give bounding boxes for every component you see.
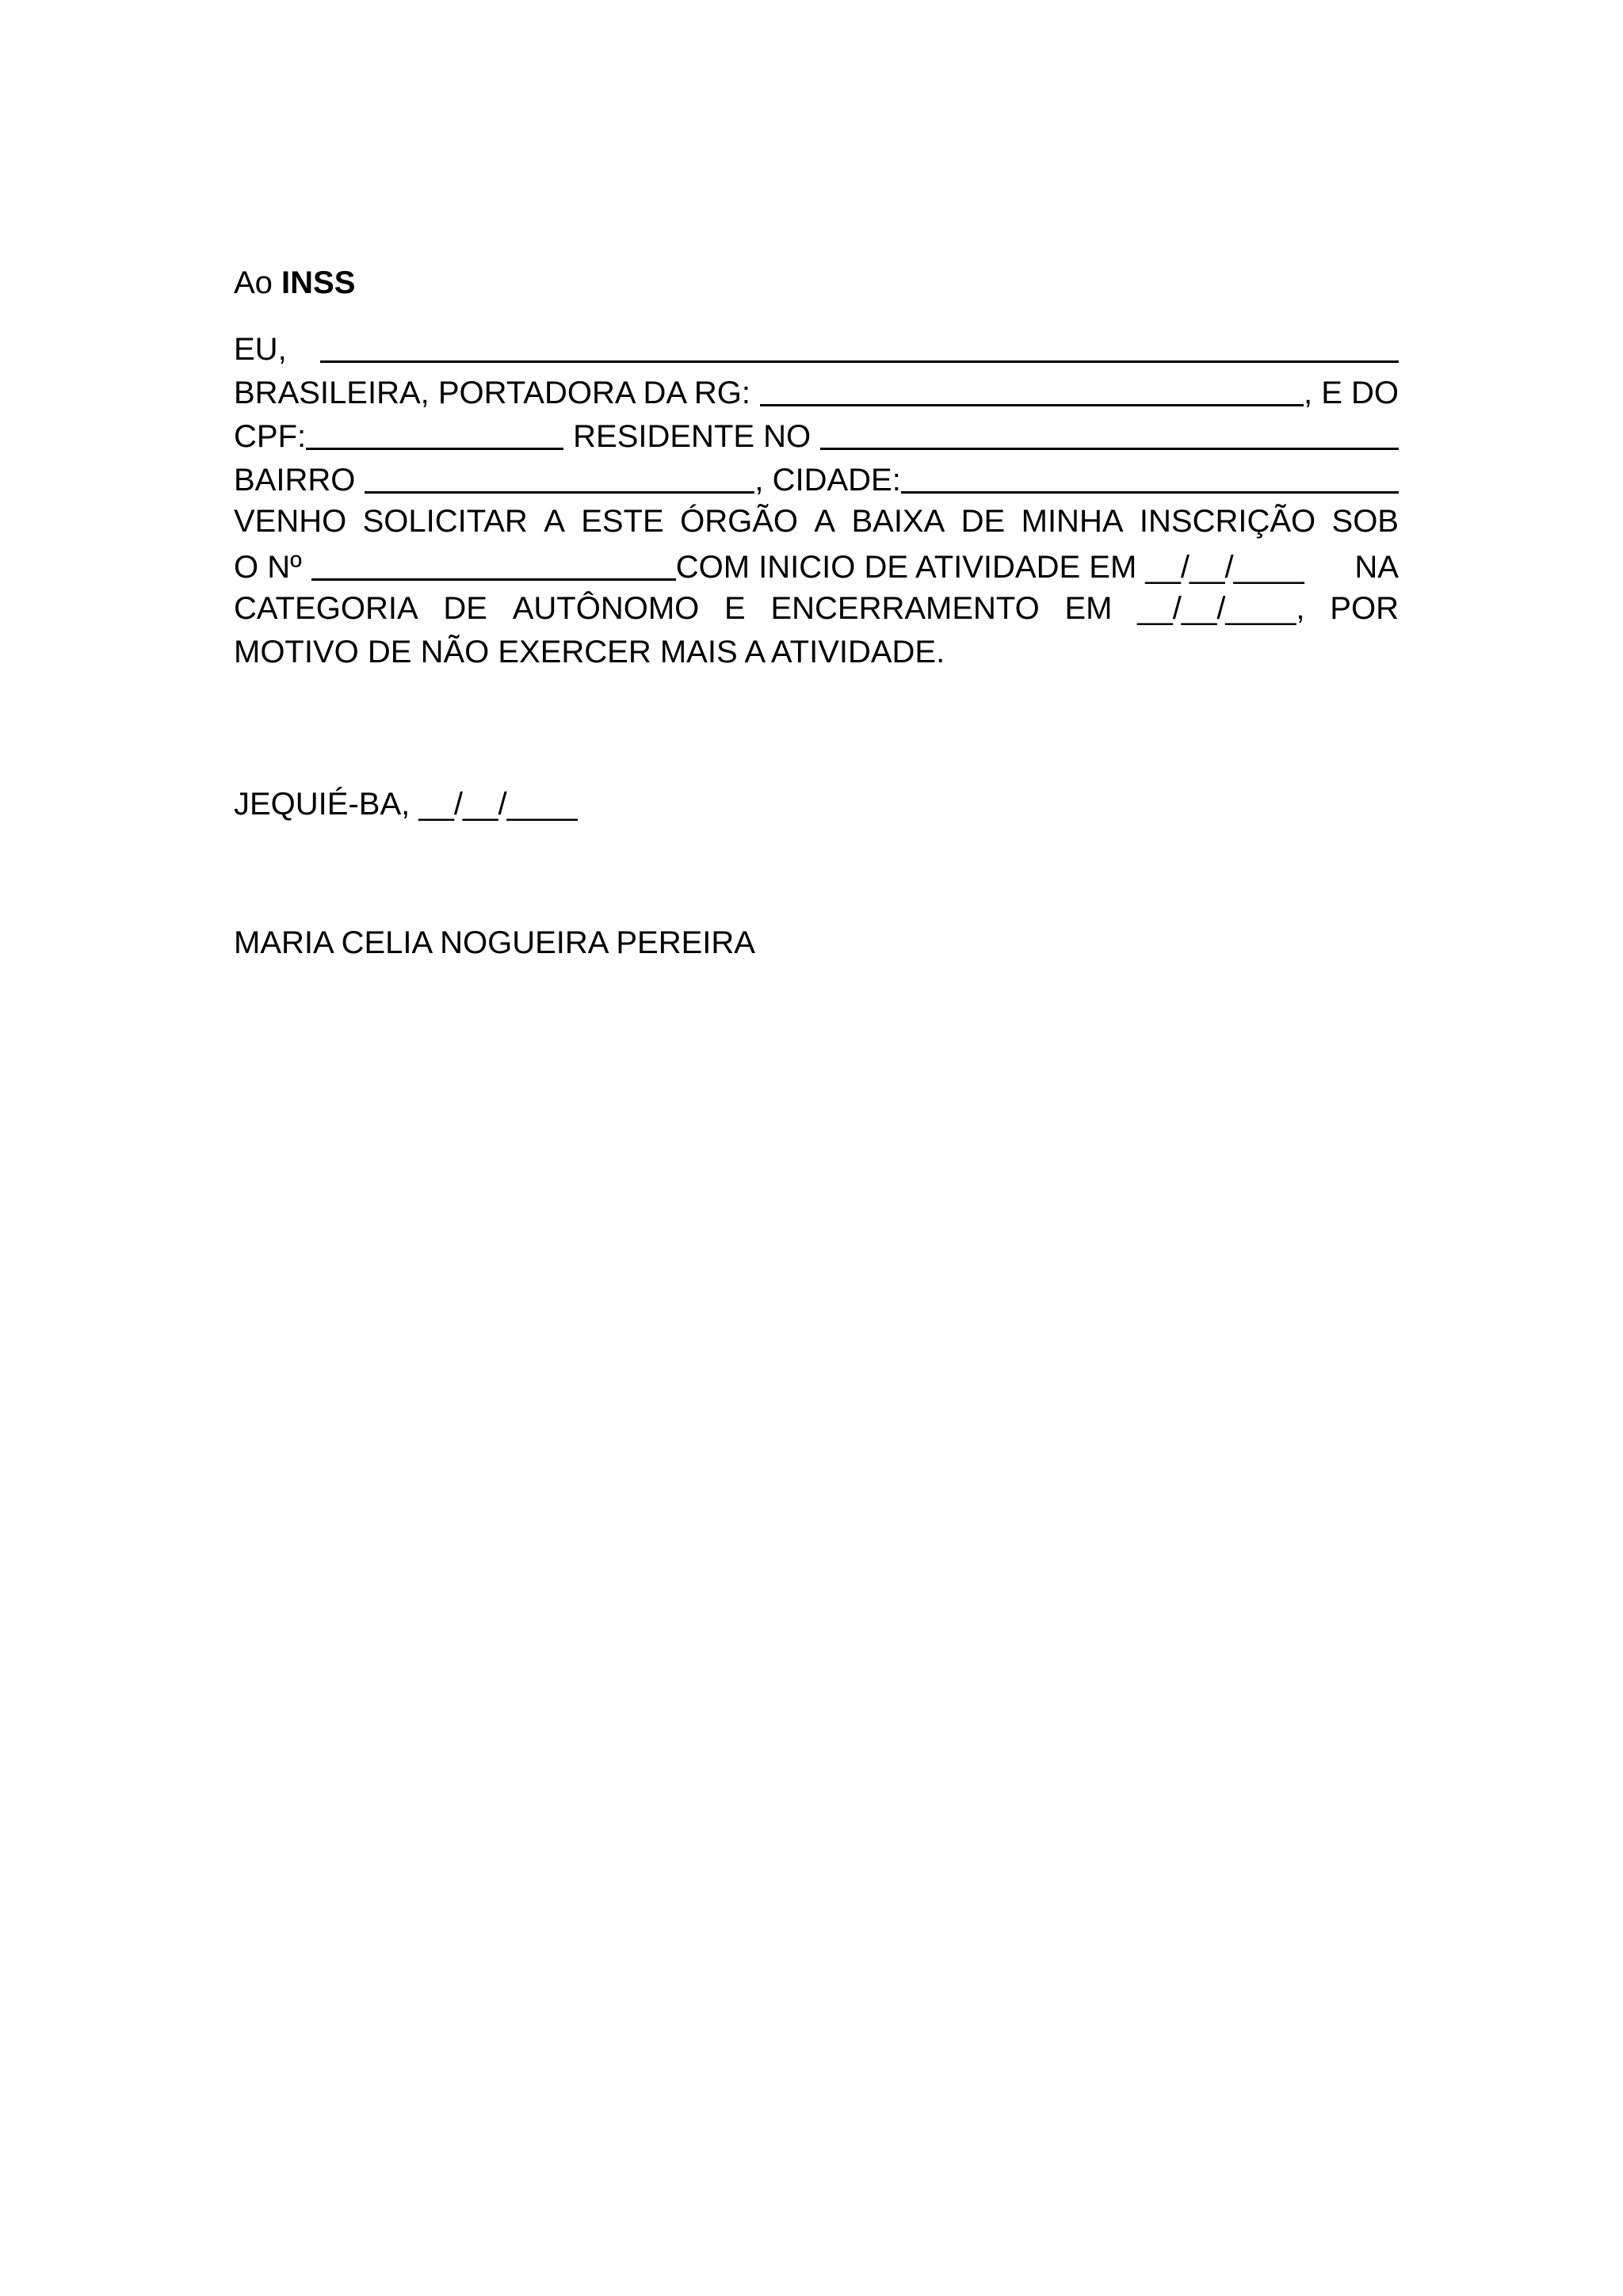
word: SOB: [1331, 504, 1399, 539]
address-label: RESIDENTE NO: [573, 419, 812, 454]
word: ESTE: [581, 504, 664, 539]
neighborhood-blank[interactable]: [365, 460, 754, 494]
rg-blank[interactable]: [760, 372, 1304, 406]
signature-name: MARIA CELIA NOGUEIRA PEREIRA: [234, 925, 755, 960]
word: AUTÔNOMO: [512, 591, 700, 626]
letter-content: [234, 261, 1399, 674]
request-paragraph: [234, 326, 1399, 674]
word: ENCERRAMENTO: [770, 591, 1040, 626]
greeting-recipient: INSS: [281, 265, 356, 300]
greeting-prefix: Ao: [234, 265, 282, 300]
registration-label: O Nº: [234, 550, 302, 585]
word: E: [724, 591, 746, 626]
city-blank[interactable]: [901, 460, 1399, 494]
city-label: , CIDADE:: [754, 463, 901, 498]
cpf-label: CPF:: [234, 419, 307, 454]
paragraph-line-1: [234, 326, 1399, 369]
word: A: [544, 504, 565, 539]
neighborhood-label: BAIRRO: [234, 463, 356, 498]
word: __/__/____,: [1137, 591, 1305, 626]
paragraph-line-8: [234, 631, 1399, 674]
word: SOLICITAR: [362, 504, 528, 539]
word: A: [814, 504, 836, 539]
word: DE: [960, 504, 1006, 539]
place-date: JEQUIÉ-BA, __/__/____: [234, 787, 578, 822]
paragraph-line-2: [234, 369, 1399, 413]
word: INSCRIÇÃO: [1139, 504, 1316, 539]
address-blank[interactable]: [820, 416, 1399, 450]
reason-text: MOTIVO DE NÃO EXERCER MAIS A ATIVIDADE.: [234, 635, 945, 669]
activity-start: COM INICIO DE ATIVIDADE EM __/__/____: [675, 550, 1304, 585]
cpf-blank[interactable]: [306, 416, 563, 450]
paragraph-line-4: [234, 456, 1399, 500]
word: MINHA: [1021, 504, 1124, 539]
category-prefix: NA: [1354, 550, 1399, 585]
paragraph-line-3: [234, 413, 1399, 456]
word: DE: [443, 591, 487, 626]
word: ÓRGÃO: [680, 504, 799, 539]
paragraph-line-7: [234, 587, 1399, 631]
word: CATEGORIA: [234, 591, 418, 626]
registration-blank[interactable]: [311, 547, 676, 581]
paragraph-line-5: [234, 500, 1399, 543]
word: POR: [1330, 591, 1399, 626]
greeting-line: [234, 261, 1399, 305]
word: VENHO: [234, 504, 347, 539]
word: BAIXA: [851, 504, 945, 539]
name-blank[interactable]: [320, 329, 1399, 363]
cpf-prefix: , E DO: [1303, 376, 1399, 410]
word: EM: [1064, 591, 1113, 626]
name-label: EU,: [234, 332, 287, 367]
paragraph-line-6: [234, 543, 1399, 587]
rg-label: BRASILEIRA, PORTADORA DA RG:: [234, 376, 751, 410]
